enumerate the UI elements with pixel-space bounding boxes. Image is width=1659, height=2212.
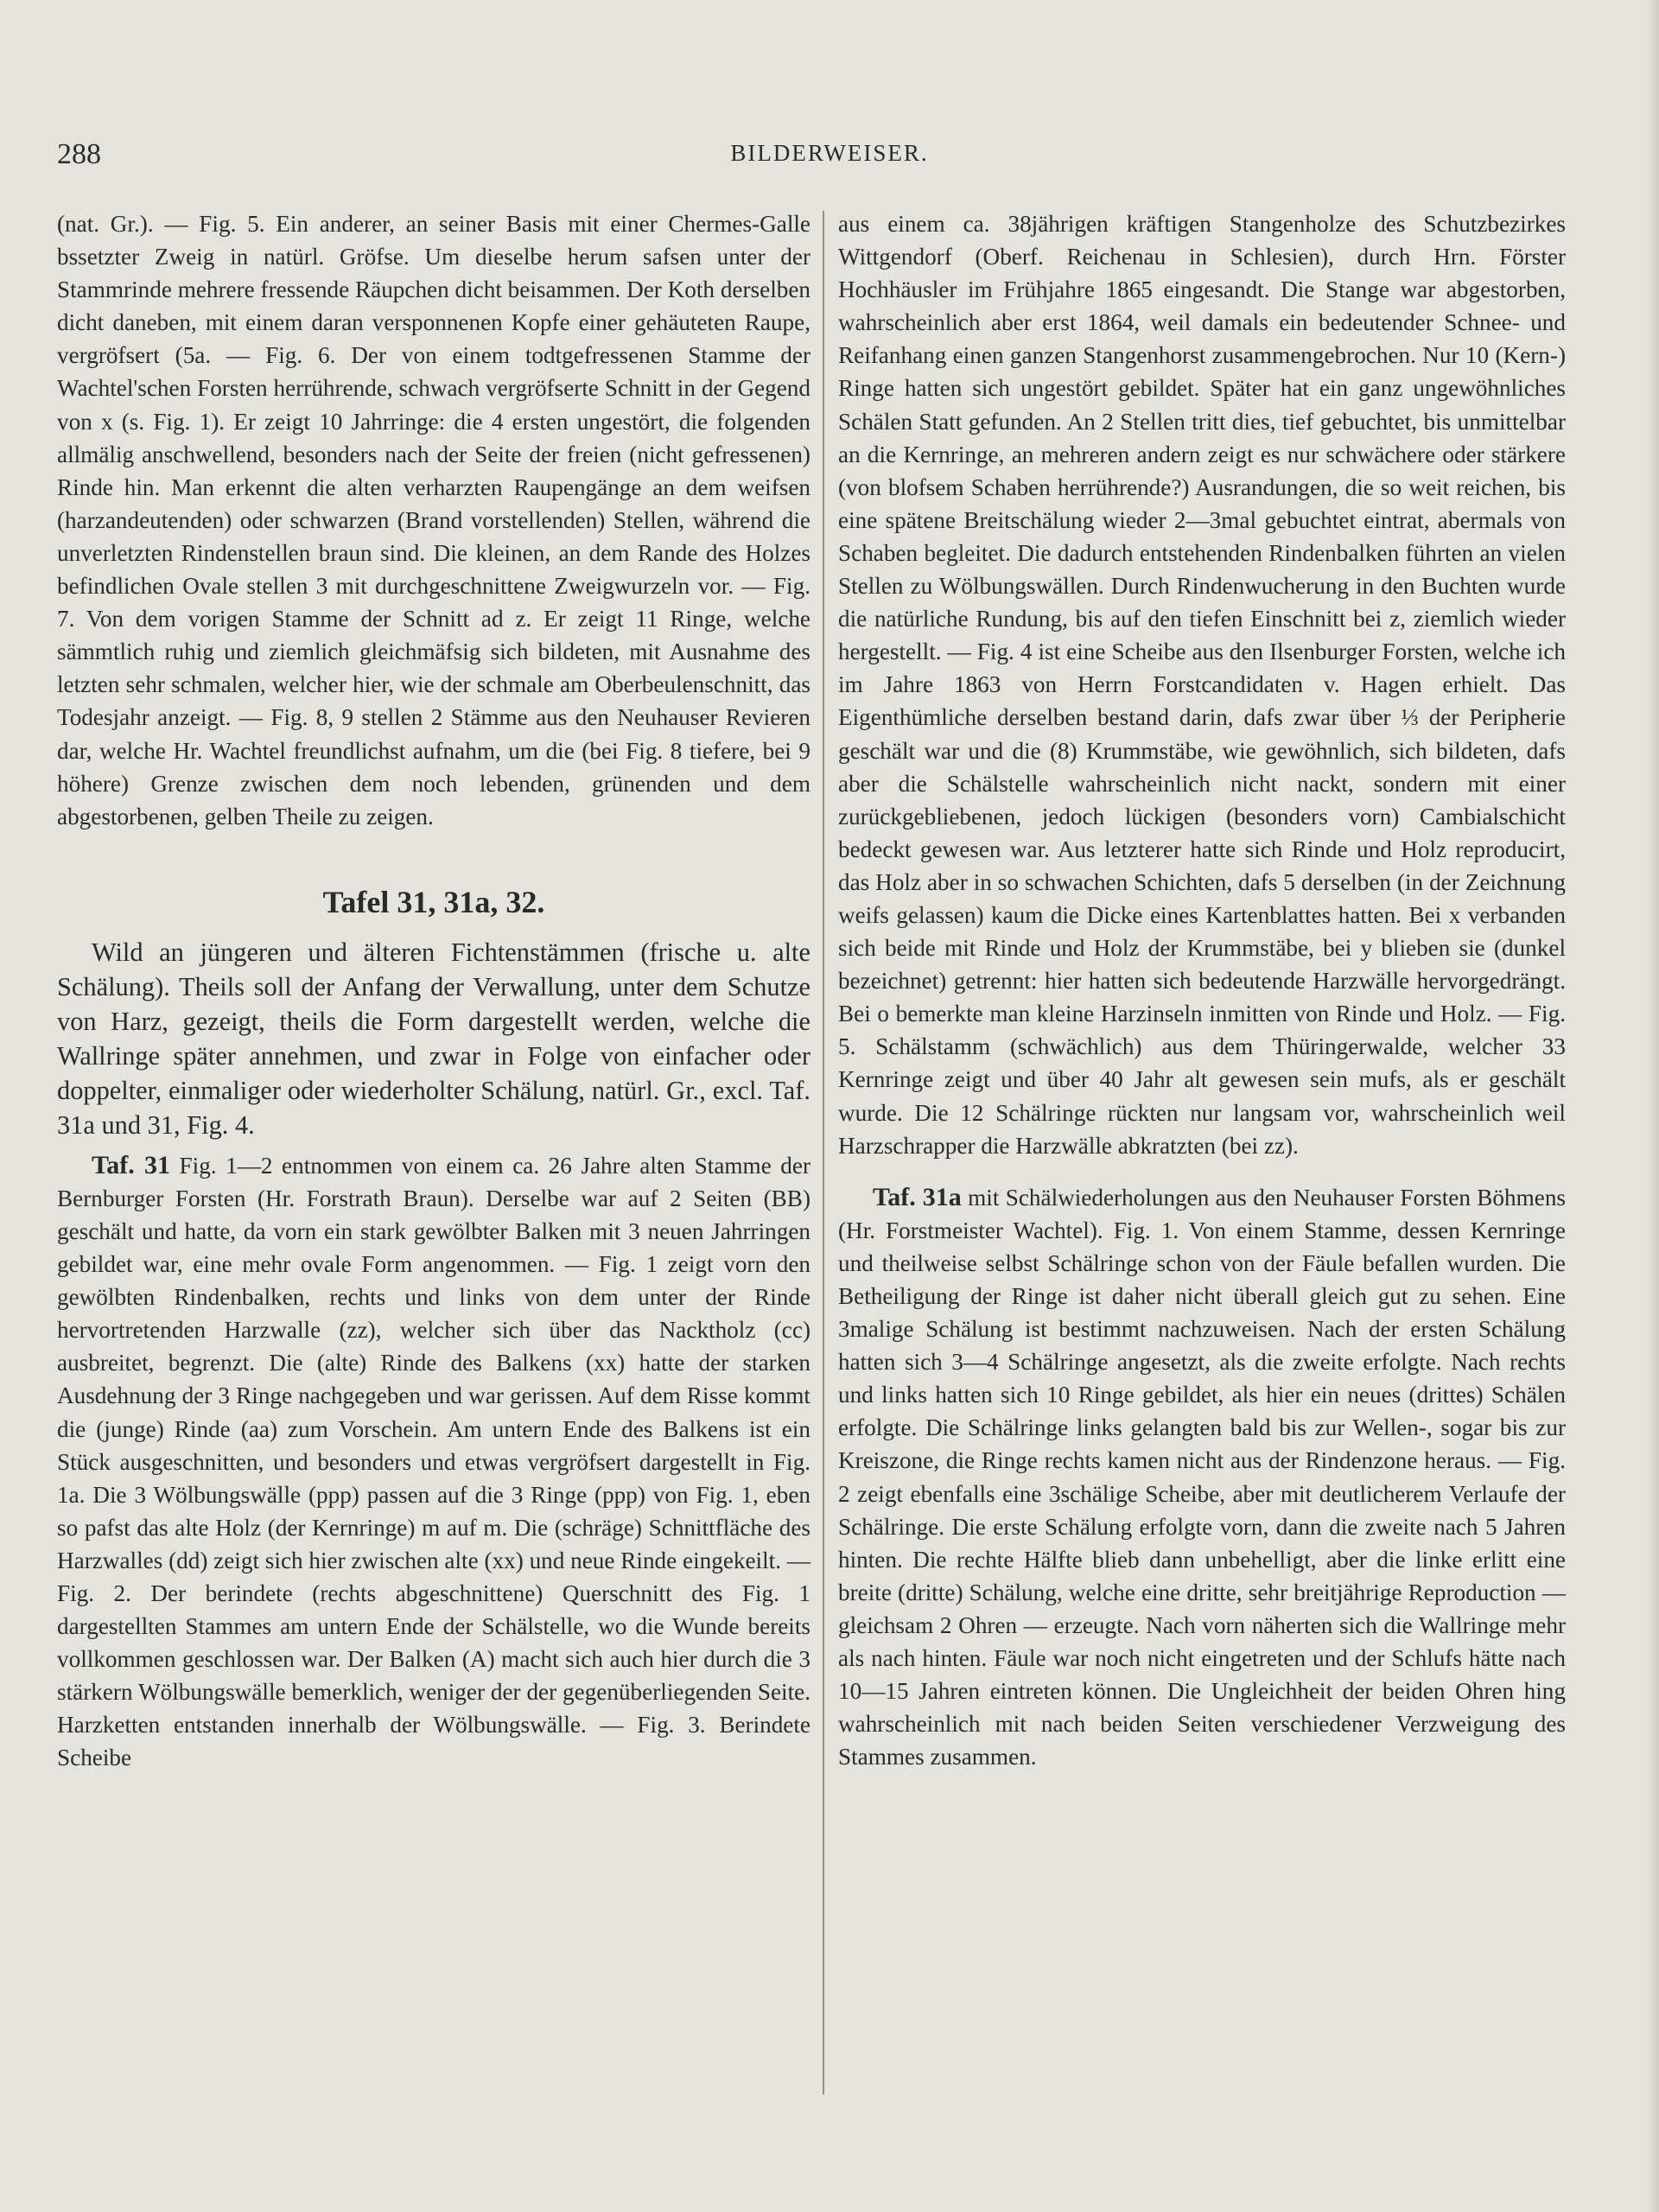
column-divider	[823, 211, 824, 2094]
page-header	[0, 138, 1659, 181]
right-column	[838, 207, 1566, 1773]
left-column	[57, 207, 810, 1775]
right-paragraph-1: aus einem ca. 38jährigen kräftigen Stangenholze des Schutzbezirkes Wittgendorf (Oberf. Reichenau in Schlesien), durch Hrn. Förster Hochhäusler im Frühjahre 1865 eingesandt. Die Stange war abgestorben, wahrscheinlich aber erst 1864, weil damals ein bedeutender Schnee- und Reifanhang einen ganzen Stangenhorst zusammengebrochen. Nur 10 (Kern-) Ringe hatten sich ungestört gebildet. Später hat ein ganz ungewöhnliches Schälen Statt gefunden. An 2 Stellen tritt dies, tief gebuchtet, bis unmittelbar an die Kernringe, an mehreren andern zeigt es nur schwächere oder stärkere (von blofsem Schaben herrührende?) Ausrandungen, die so weit reichen, bis eine spätene Breitschälung wieder 2—3mal gebuchtet eintrat, abermals von Schaben begleitet. Die dadurch entstehenden Rindenbalken führten an vielen Stellen zu Wölbungswällen. Durch Rindenwucherung in den Buchten wurde die natürliche Rundung, bis auf den tiefen Einschnitt bei z, ziemlich wieder hergestellt. — Fig. 4 ist eine Scheibe aus den Ilsenburger Forsten, welche ich im Jahre 1863 von Herrn Forstcandidaten v. Hagen erhielt. Das Eigenthümliche derselben bestand darin, dafs zwar über ⅓ der Peripherie geschält war und die (8) Krummstäbe, wie gewöhnlich, sich bildeten, dafs aber die Schälstelle wahrscheinlich nicht nackt, sondern mit einer zurückgebliebenen, jedoch lückigen (besonders vorn) Cambialschicht bedeckt gewesen war. Aus letzterer hatte sich Rinde und Holz reproducirt, das Holz aber in so schwachen Schichten, dafs 5 derselben (in der Zeichnung weifs gelassen) kaum die Dicke eines Kartenblattes hatten. Bei x verbanden sich beide mit Rinde und Holz der Krummstäbe, bei y blieben sie (dunkel bezeichnet) getrennt: hier hatten sich bedeutende Harzwälle hervorgedrängt. Bei o bemerkte man kleine Harzinseln inmitten von Rinde und Holz. — Fig. 5. Schälstamm (schwächlich) aus dem Thüringerwalde, welcher 33 Kernringe zeigt und über 40 Jahr alt gewesen sein mufs, als er geschält wurde. Die 12 Schälringe rückten nur langsam vor, wahrscheinlich weil Harzschrapper die Harzwälle abkratzten (bei zz).	[838, 211, 1566, 1159]
running-head: BILDERWEISER.	[730, 140, 929, 166]
section-title: Tafel 31, 31a, 32.	[322, 884, 545, 919]
taf31a-paragraph	[838, 1181, 1566, 1774]
section-intro: Wild an jüngeren und älteren Fichtenstämmen (frische u. alte Schälung). Theils soll der Anfang der Verwallung, unter dem Schutze von Harz, gezeigt, theils die Form dargestellt werden, welche die Wallringe später annehmen, und zwar in Folge von einfacher oder doppelter, einmaliger oder wiederholter Schälung, natürl. Gr., excl. Taf. 31a und 31, Fig. 4.	[57, 937, 810, 1140]
taf31a-text: mit Schälwiederholungen aus den Neuhauser Forsten Böhmens (Hr. Forstmeister Wachtel). Fig. 1. Von einem Stamme, dessen Kernringe und theilweise selbst Schälringe schon von der Fäule befallen wurden. Die Betheiligung der Ringe ist daher nicht überall gleich gut zu sehen. Eine 3malige Schälung ist bestimmt nachzuweisen. Nach der ersten Schälung hatten sich 3—4 Schälringe angesetzt, als die zweite erfolgte. Nach rechts und links hatten sich 10 Ringe gebildet, als hier ein neues (drittes) Schälen erfolgte. Die Schälringe links gelangten bald bis zur Wellen-, sogar bis zur Kreiszone, die Ringe rechts kamen nicht aus der Rindenzone heraus. — Fig. 2 zeigt ebenfalls eine 3schälige Scheibe, aber mit deutlicherem Verlaufe der Schälringe. Die erste Schälung erfolgte vorn, dann die zweite nach 5 Jahren hinten. Die rechte Hälfte blieb dann unbehelligt, aber die linke erlitt eine breite (dritte) Schälung, welche eine dritte, sehr breitjährige Reproduction — gleichsam 2 Ohren — erzeugte. Nach vorn näherten sich die Wallringe mehr als nach hinten. Fäule war noch nicht eingetreten und der Schlufs hätte nach 10—15 Jahren eintreten können. Die Ungleichheit der beiden Ohren hing wahrscheinlich mit nach beiden Seiten verschiedener Verzweigung des Stammes zusammen.	[838, 1184, 1567, 1770]
taf31a-label: Taf. 31a	[873, 1182, 962, 1211]
page-number: 288	[57, 138, 101, 170]
taf31-label: Taf. 31	[92, 1150, 170, 1179]
taf31-text: Fig. 1—2 entnommen von einem ca. 26 Jahre alten Stamme der Bernburger Forsten (Hr. Forstrath Braun). Derselbe war auf 2 Seiten (BB) geschält und hatte, da vorn ein stark gewölbter Balken mit 3 neuen Jahrringen gebildet war, eine mehr ovale Form angenommen. — Fig. 1 zeigt vorn den gewölbten Rindenbalken, rechts und links von dem unter der Rinde hervortretenden Harzwalle (zz), welcher sich über das Nacktholz (cc) ausbreitet, begrenzt. Die (alte) Rinde des Balkens (xx) hatte der starken Ausdehnung der 3 Ringe nachgegeben und war gerissen. Auf dem Risse kommt die (junge) Rinde (aa) zum Vorschein. Am untern Ende des Balkens ist ein Stück ausgeschnitten, und besonders und etwas vergröfsert dargestellt in Fig. 1a. Die 3 Wölbungswälle (ppp) passen auf die 3 Ringe (ppp) von Fig. 1, eben so pafst das alte Holz (der Kernringe) m auf m. Die (schräge) Schnittfläche des Harzwalles (dd) zeigt sich hier zwischen alte (xx) und neue Rinde eingekeilt. — Fig. 2. Der berindete (rechts abgeschnittene) Querschnitt des Fig. 1 dargestellten Stammes am untern Ende der Schälstelle, wo die Wunde bereits vollkommen geschlossen war. Der Balken (A) macht sich auch hier durch die 3 stärkern Wölbungswälle bemerklich, weniger der der gegenüberliegenden Seite. Harzketten entstanden innerhalb der Wölbungswälle. — Fig. 3. Berindete Scheibe	[57, 1152, 811, 1771]
scan-edge	[1647, 0, 1659, 2212]
taf31-paragraph	[57, 1149, 810, 1775]
left-paragraph-1: (nat. Gr.). — Fig. 5. Ein anderer, an seiner Basis mit einer Chermes-Galle bssetzter Zweig in natürl. Gröfse. Um dieselbe herum safsen unter der Stammrinde mehrere fressende Räupchen dicht beisammen. Der Koth derselben dicht daneben, mit einem daran versponnenen Kopfe einer gehäuteten Raupe, vergröfsert (5a. — Fig. 6. Der von einem todtgefressenen Stamme der Wachtel'schen Forsten herrührende, schwach vergröfserte Schnitt in der Gegend von x (s. Fig. 1). Er zeigt 10 Jahrringe: die 4 ersten ungestört, die folgenden allmälig anschwellend, besonders nach der Seite der freien (nicht gefressenen) Rinde hin. Man erkennt die alten verharzten Raupengänge an dem weifsen (harzandeutenden) oder schwarzen (Brand vorstellenden) Stellen, während die unverletzten Rindenstellen braun sind. Die kleinen, an dem Rande des Holzes befindlichen Ovale stellen 3 mit durchgeschnittene Zweigwurzeln vor. — Fig. 7. Von dem vorigen Stamme der Schnitt ad z. Er zeigt 11 Ringe, welche sämmtlich ruhig und ziemlich gleichmäfsig sich bildeten, mit Ausnahme des letzten sehr schmalen, welcher hier, wie der schmale am Oberbeulenschnitt, das Todesjahr anzeigt. — Fig. 8, 9 stellen 2 Stämme aus den Neuhauser Revieren dar, welche Hr. Wachtel freundlichst aufnahm, um die (bei Fig. 8 tiefere, bei 9 höhere) Grenze zwischen dem noch lebenden, grünenden und dem abgestorbenen, gelben Theile zu zeigen.	[57, 211, 810, 830]
